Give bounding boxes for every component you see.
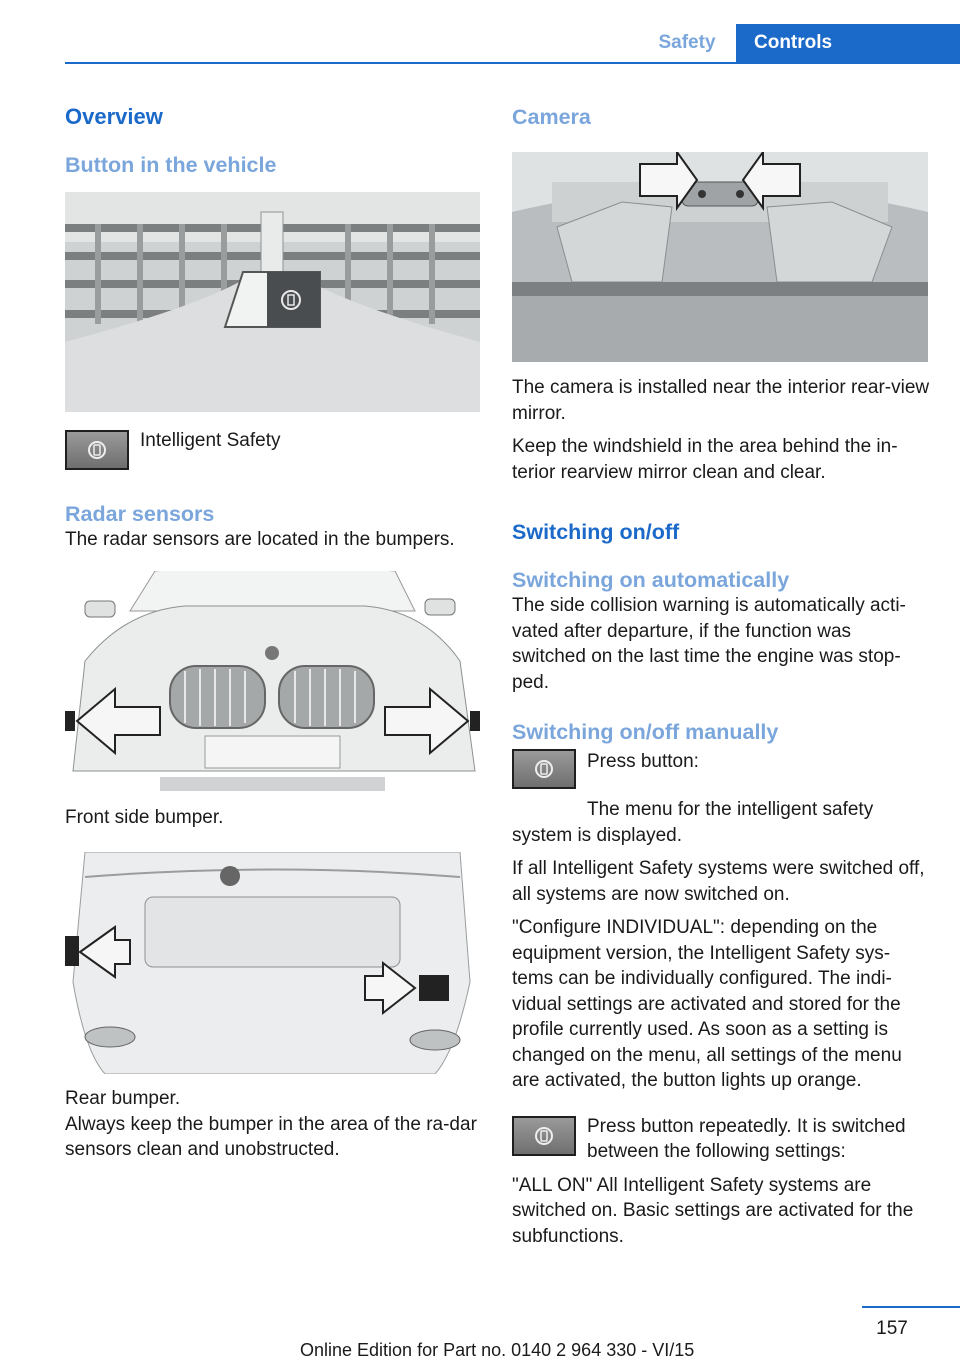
- radar-sensors-text: The radar sensors are located in the bumpers.: [65, 529, 455, 550]
- menu-displayed-text: The menu for the intelligent safety system is displayed.: [512, 799, 874, 846]
- rear-bumper-image: [65, 852, 480, 1074]
- header-rule: [65, 62, 960, 64]
- press-button-label: Press button:: [587, 751, 699, 772]
- camera-location-text: The camera is installed near the interior rear-view mirror.: [512, 377, 930, 424]
- heading-overview: Overview: [65, 104, 163, 129]
- heading-switching-on-automatically: Switching on automatically: [512, 568, 790, 592]
- press-button-row-1: [512, 749, 930, 789]
- heading-switching-on-off: Switching on/off: [512, 520, 680, 544]
- press-repeatedly-text: Press button repeatedly. It is switched between the following settings:: [587, 1115, 906, 1162]
- intelligent-safety-button-icon[interactable]: [512, 749, 576, 789]
- heading-camera: Camera: [512, 105, 591, 129]
- configure-individual-text: "Configure INDIVIDUAL": depending on the equipment version, the Intelligent Safety sys-tems can be individually configured. The indi-vidual settings are activated and stored for the profile currently used. As soon as a setting is changed on the menu, all settings of the menu are activated, the button lights up orange.: [512, 917, 902, 1091]
- press-button-row-2: [512, 1116, 930, 1165]
- auto-switch-text: The side collision warning is automatically acti-vated after departure, if the function was switched on the last time the engine was stop-ped.: [512, 595, 906, 693]
- rear-bumper-caption: Rear bumper.: [65, 1088, 181, 1109]
- intelligent-safety-icon: [65, 430, 129, 470]
- grille-button-image: [65, 192, 480, 412]
- all-on-text: "ALL ON" All Intelligent Safety systems are switched on. Basic settings are activated for the subfunctions.: [512, 1174, 914, 1247]
- intelligent-safety-row: [65, 430, 480, 470]
- intelligent-safety-button-icon-2[interactable]: [512, 1116, 576, 1156]
- online-edition-note: Online Edition for Part no. 0140 2 964 330 - VI/15: [300, 1340, 695, 1360]
- page-number: 157: [876, 1318, 908, 1339]
- keep-bumper-clean-text: Always keep the bumper in the area of the ra-dar sensors clean and unobstructed.: [65, 1113, 477, 1160]
- front-bumper-caption: Front side bumper.: [65, 806, 224, 828]
- front-bumper-image: [65, 571, 480, 793]
- header-tabs: [638, 24, 960, 62]
- tab-safety[interactable]: Safety: [658, 32, 716, 53]
- heading-switching-on-off-manually: Switching on/off manually: [512, 720, 779, 744]
- page-number-rule: [862, 1306, 960, 1308]
- windshield-clean-text: Keep the windshield in the area behind the in-terior rearview mirror clean and clear.: [512, 436, 898, 483]
- left-column: [65, 100, 480, 1163]
- all-systems-on-text: If all Intelligent Safety systems were switched off, all systems are now switched on.: [512, 858, 925, 905]
- heading-button-in-vehicle: Button in the vehicle: [65, 153, 277, 177]
- camera-interior-image: [512, 152, 928, 362]
- right-column: [512, 100, 930, 1249]
- tab-controls[interactable]: Controls: [736, 24, 960, 62]
- intelligent-safety-caption: Intelligent Safety: [140, 430, 281, 451]
- heading-radar-sensors: Radar sensors: [65, 502, 215, 526]
